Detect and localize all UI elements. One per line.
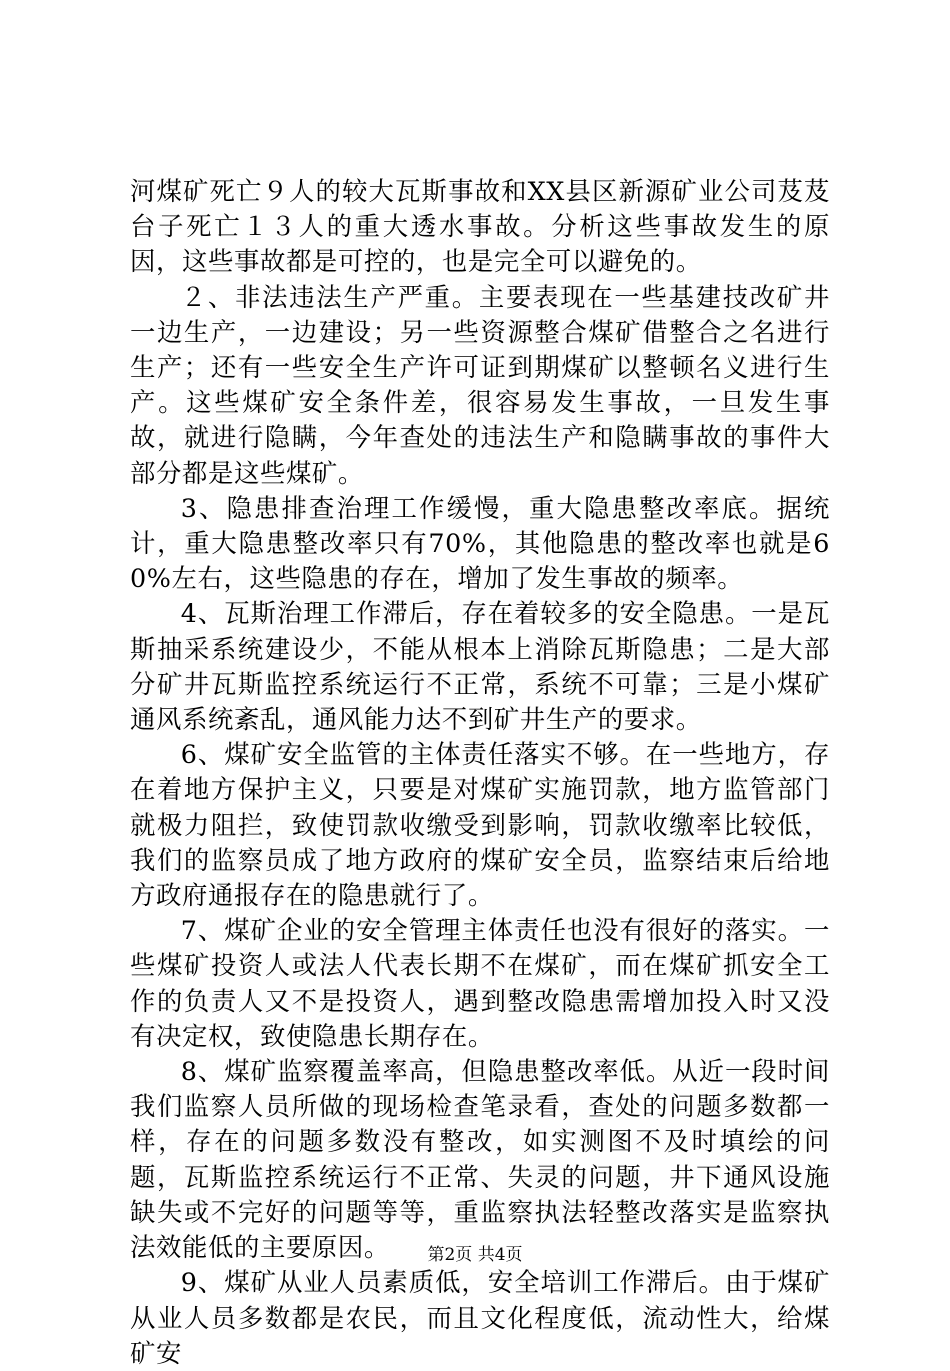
paragraph-continuation: 河煤矿死亡９人的较大瓦斯事故和XX县区新源矿业公司芨芨台子死亡１３人的重大透水事故。分析这些事故发生的原因，这些事故都是可控的，也是完全可以避免的。 — [130, 176, 830, 277]
paragraph-item-9: 9、煤矿从业人员素质低，安全培训工作滞后。由于煤矿从业人员多数都是农民，而且文化程度低，流动性大，给煤矿安 — [130, 1267, 830, 1368]
paragraph-item-3: 3、隐患排查治理工作缓慢，重大隐患整改率底。据统计，重大隐患整改率只有70%，其他隐患的整改率也就是60%左右，这些隐患的存在，增加了发生事故的频率。 — [130, 492, 830, 594]
paragraph-item-2: ２、非法违法生产严重。主要表现在一些基建技改矿井一边生产，一边建设；另一些资源整合煤矿借整合之名进行生产；还有一些安全生产许可证到期煤矿以整顿名义进行生产。这些煤矿安全条件差，很容易发生事故，一旦发生事故，就进行隐瞒，今年查处的违法生产和隐瞒事故的事件大部分都是这些煤矿。 — [130, 281, 830, 488]
document-body — [130, 174, 830, 1371]
page-footer: 第2页 共4页 — [427, 1245, 523, 1265]
paragraph-item-4: 4、瓦斯治理工作滞后，存在着较多的安全隐患。一是瓦斯抽采系统建设少，不能从根本上消除瓦斯隐患；二是大部分矿井瓦斯监控系统运行不正常，系统不可靠；三是小煤矿通风系统紊乱，通风能力达不到矿井生产的要求。 — [130, 598, 830, 735]
paragraph-item-8: 8、煤矿监察覆盖率高，但隐患整改率低。从近一段时间我们监察人员所做的现场检查笔录看，查处的问题多数都一样，存在的问题多数没有整改，如实测图不及时填绘的问题，瓦斯监控系统运行不正常、失灵的问题，井下通风设施缺失或不完好的问题等等，重监察执法轻整改落实是监察执法效能低的主要原因。 — [130, 1056, 830, 1263]
paragraph-item-6: 6、煤矿安全监管的主体责任落实不够。在一些地方，存在着地方保护主义，只要是对煤矿实施罚款，地方监管部门就极力阻拦，致使罚款收缴受到影响，罚款收缴率比较低，我们的监察员成了地方政府的煤矿安全员，监察结束后给地方政府通报存在的隐患就行了。 — [130, 739, 830, 911]
paragraph-item-7: 7、煤矿企业的安全管理主体责任也没有很好的落实。一些煤矿投资人或法人代表长期不在煤矿，而在煤矿抓安全工作的负责人又不是投资人，遇到整改隐患需增加投入时又没有决定权，致使隐患长期存在。 — [130, 915, 830, 1051]
